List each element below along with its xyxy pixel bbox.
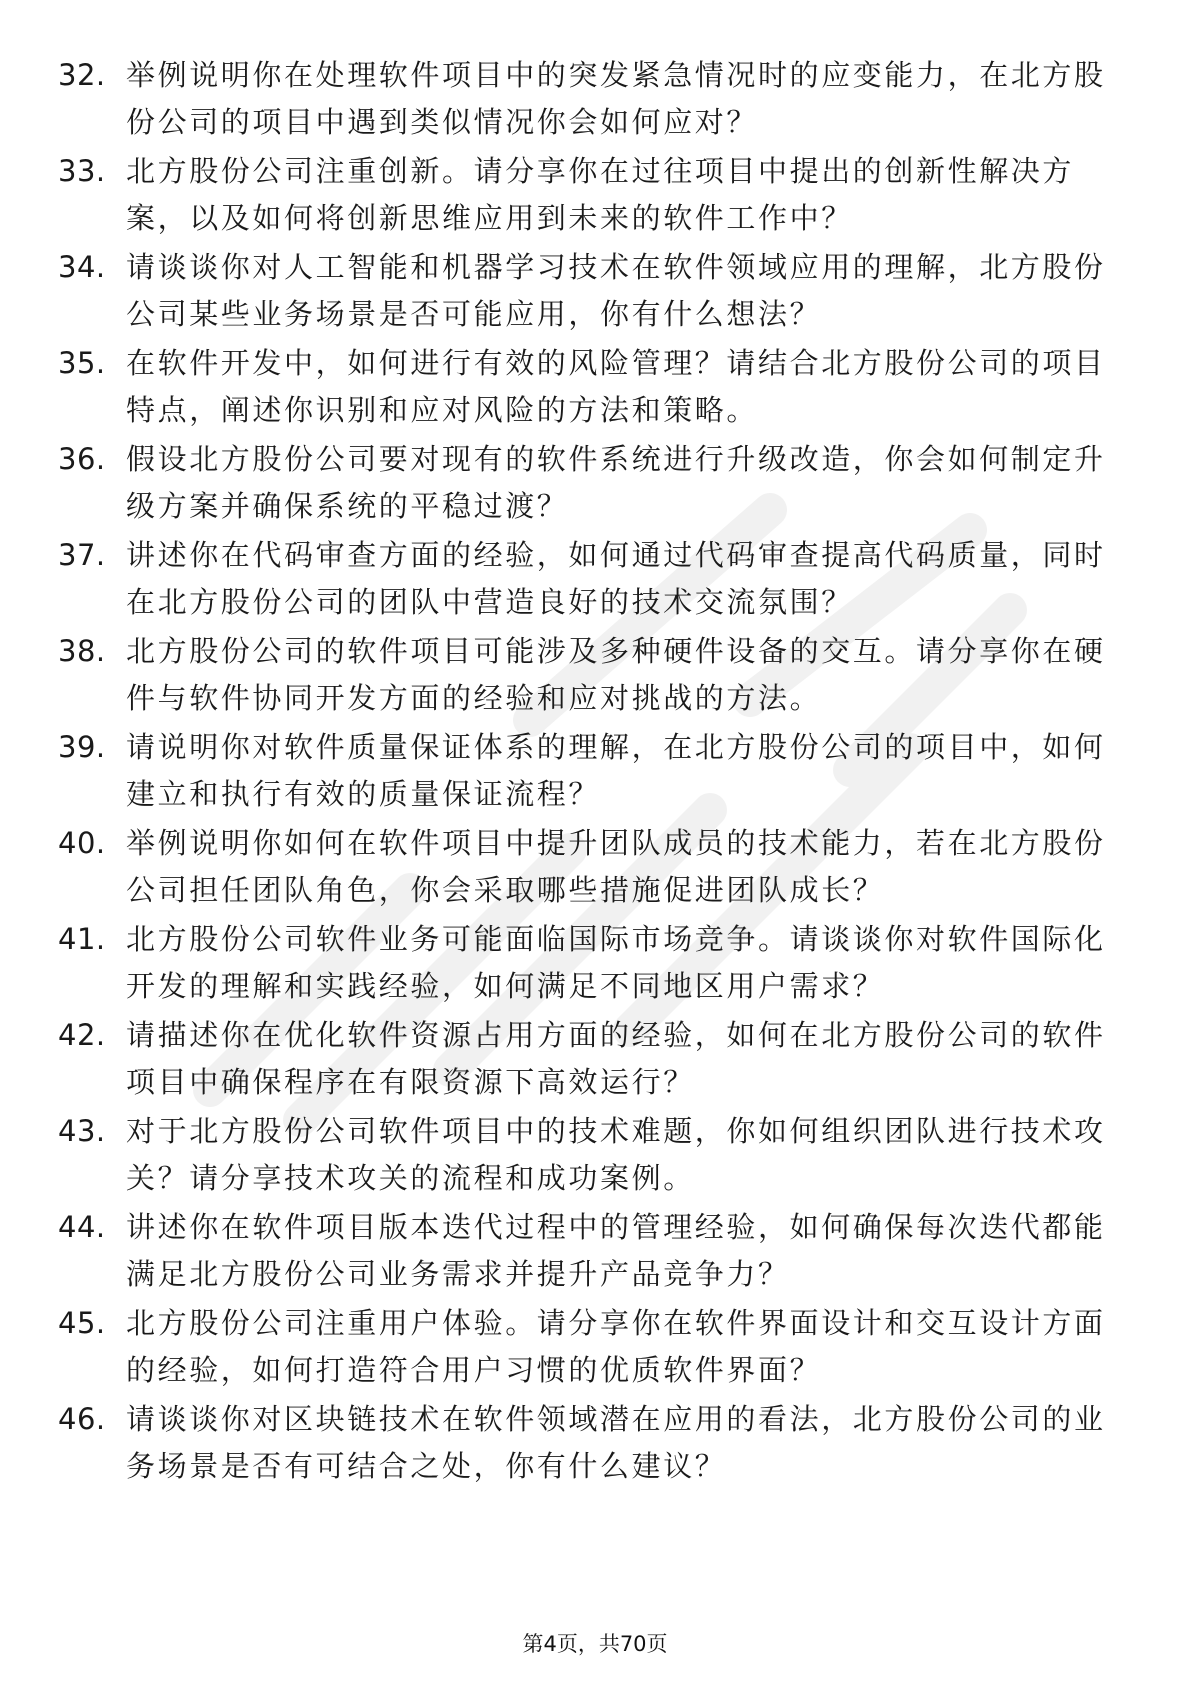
question-number: 43. [58, 1114, 106, 1148]
question-text: 请说明你对软件质量保证体系的理解，在北方股份公司的项目中，如何建立和执行有效的质量保证流程？ [126, 730, 1106, 811]
question-text: 请谈谈你对人工智能和机器学习技术在软件领域应用的理解，北方股份公司某些业务场景是否可能应用，你有什么想法？ [126, 250, 1106, 331]
question-number: 33. [58, 154, 106, 188]
question-number: 35. [58, 346, 106, 380]
question-item [0, 820, 1190, 916]
question-item [0, 916, 1190, 1012]
question-number: 34. [58, 250, 106, 284]
question-item [0, 340, 1190, 436]
question-item [0, 244, 1190, 340]
question-item [0, 532, 1190, 628]
question-number: 46. [58, 1402, 106, 1436]
question-item [0, 1108, 1190, 1204]
question-text: 北方股份公司的软件项目可能涉及多种硬件设备的交互。请分享你在硬件与软件协同开发方面的经验和应对挑战的方法。 [126, 634, 1106, 715]
question-item [0, 1396, 1190, 1492]
page-number-footer: 第4页，共70页 [522, 1632, 668, 1656]
question-list [0, 52, 1190, 1492]
question-number: 44. [58, 1210, 106, 1244]
question-item [0, 148, 1190, 244]
question-text: 举例说明你在处理软件项目中的突发紧急情况时的应变能力，在北方股份公司的项目中遇到类似情况你会如何应对？ [126, 58, 1106, 139]
question-number: 32. [58, 58, 106, 92]
question-text: 在软件开发中，如何进行有效的风险管理？请结合北方股份公司的项目特点，阐述你识别和应对风险的方法和策略。 [126, 346, 1106, 427]
question-text: 北方股份公司注重用户体验。请分享你在软件界面设计和交互设计方面的经验，如何打造符合用户习惯的优质软件界面？ [126, 1306, 1106, 1387]
question-text: 请谈谈你对区块链技术在软件领域潜在应用的看法，北方股份公司的业务场景是否有可结合之处，你有什么建议？ [126, 1402, 1106, 1483]
question-item [0, 52, 1190, 148]
question-item [0, 1012, 1190, 1108]
question-item [0, 724, 1190, 820]
question-number: 37. [58, 538, 106, 572]
question-number: 40. [58, 826, 106, 860]
question-text: 请描述你在优化软件资源占用方面的经验，如何在北方股份公司的软件项目中确保程序在有限资源下高效运行？ [126, 1018, 1106, 1099]
question-item [0, 1204, 1190, 1300]
question-number: 45. [58, 1306, 106, 1340]
question-text: 举例说明你如何在软件项目中提升团队成员的技术能力，若在北方股份公司担任团队角色，你会采取哪些措施促进团队成长？ [126, 826, 1106, 907]
question-text: 讲述你在代码审查方面的经验，如何通过代码审查提高代码质量，同时在北方股份公司的团队中营造良好的技术交流氛围？ [126, 538, 1106, 619]
question-number: 36. [58, 442, 106, 476]
question-text: 假设北方股份公司要对现有的软件系统进行升级改造，你会如何制定升级方案并确保系统的平稳过渡？ [126, 442, 1106, 523]
question-item [0, 1300, 1190, 1396]
question-item [0, 436, 1190, 532]
question-number: 41. [58, 922, 106, 956]
question-text: 对于北方股份公司软件项目中的技术难题，你如何组织团队进行技术攻关？请分享技术攻关的流程和成功案例。 [126, 1114, 1106, 1195]
question-text: 北方股份公司软件业务可能面临国际市场竞争。请谈谈你对软件国际化开发的理解和实践经验，如何满足不同地区用户需求？ [126, 922, 1106, 1003]
question-text: 讲述你在软件项目版本迭代过程中的管理经验，如何确保每次迭代都能满足北方股份公司业务需求并提升产品竞争力？ [126, 1210, 1106, 1291]
question-number: 39. [58, 730, 106, 764]
question-number: 42. [58, 1018, 106, 1052]
question-number: 38. [58, 634, 106, 668]
question-text: 北方股份公司注重创新。请分享你在过往项目中提出的创新性解决方案，以及如何将创新思维应用到未来的软件工作中？ [126, 154, 1075, 235]
question-item [0, 628, 1190, 724]
